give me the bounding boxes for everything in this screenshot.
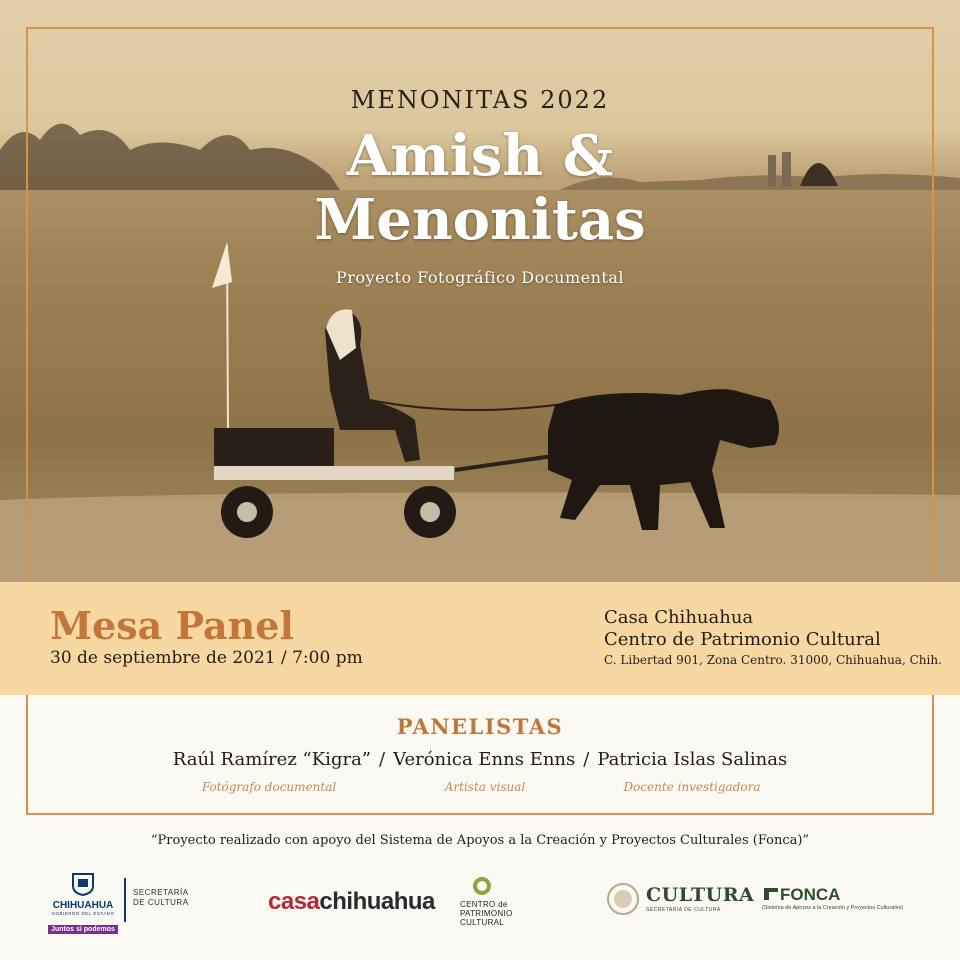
fonca-sub: (Sistema de Apoyos a la Creación y Proyectos Culturales) bbox=[762, 905, 904, 911]
panelist-name: Verónica Enns Enns bbox=[393, 749, 576, 770]
support-credit: “Proyecto realizado con apoyo del Sistema de Apoyos a la Creación y Proyectos Culturales (Fonca)” bbox=[150, 833, 810, 848]
secretaria-line2: DE CULTURA bbox=[133, 898, 189, 907]
secretaria-cultura-logo bbox=[133, 888, 189, 908]
subtitle: Proyecto Fotográfico Documental bbox=[336, 268, 624, 287]
cpc-line2: PATRIMONIO bbox=[460, 909, 513, 918]
logo-gobierno-chihuahua bbox=[48, 872, 118, 935]
panelist-name: Raúl Ramírez “Kigra” bbox=[172, 749, 372, 770]
eyebrow-title: MENONITAS 2022 bbox=[350, 86, 610, 114]
juntos-badge: Juntos sí podemos bbox=[48, 925, 118, 934]
logo-divider bbox=[124, 878, 126, 922]
panelist-role: Fotógrafo documental bbox=[201, 780, 337, 794]
logo-fonca bbox=[762, 885, 912, 911]
fonca-wordmark: FONCA bbox=[780, 885, 841, 904]
logo-casa-chihuahua bbox=[268, 888, 435, 916]
casa-wordmark-part1: casa bbox=[268, 888, 320, 915]
venue-address: C. Libertad 901, Zona Centro. 31000, Chihuahua, Chih. bbox=[604, 653, 942, 667]
secretaria-line1: SECRETARÍA bbox=[133, 888, 189, 897]
chihuahua-tagline: GOBIERNO DEL ESTADO bbox=[51, 911, 115, 916]
cpc-line1: CENTRO de bbox=[460, 900, 508, 909]
fonca-mark-icon bbox=[762, 886, 780, 902]
event-date: 30 de septiembre de 2021 / 7:00 pm bbox=[50, 648, 363, 668]
logo-centro-patrimonio bbox=[460, 876, 530, 927]
panelist-role: Docente investigadora bbox=[623, 780, 761, 794]
mexico-seal-icon bbox=[606, 882, 640, 916]
main-title-line2: Menonitas bbox=[314, 187, 646, 253]
panelist-separator: / bbox=[379, 749, 386, 770]
main-title bbox=[0, 124, 960, 252]
main-title-line1: Amish & bbox=[346, 123, 614, 189]
casa-wordmark-part2: chihuahua bbox=[319, 888, 435, 915]
crest-icon bbox=[70, 872, 96, 896]
chihuahua-wordmark: CHIHUAHUA bbox=[52, 900, 114, 911]
panelists-heading: PANELISTAS bbox=[396, 714, 564, 739]
panelist-separator: / bbox=[583, 749, 590, 770]
cultura-sub: SECRETARÍA DE CULTURA bbox=[646, 907, 721, 913]
cpc-line3: CULTURAL bbox=[460, 918, 505, 927]
panelist-role: Artista visual bbox=[444, 780, 526, 794]
panelists-names bbox=[0, 749, 960, 770]
circle-logo-icon bbox=[472, 876, 492, 896]
panelist-name: Patricia Islas Salinas bbox=[597, 749, 788, 770]
event-title: Mesa Panel bbox=[50, 603, 294, 648]
venue-subtitle: Centro de Patrimonio Cultural bbox=[604, 629, 881, 650]
venue-name: Casa Chihuahua bbox=[604, 607, 754, 628]
cultura-wordmark: CULTURA bbox=[646, 884, 755, 906]
